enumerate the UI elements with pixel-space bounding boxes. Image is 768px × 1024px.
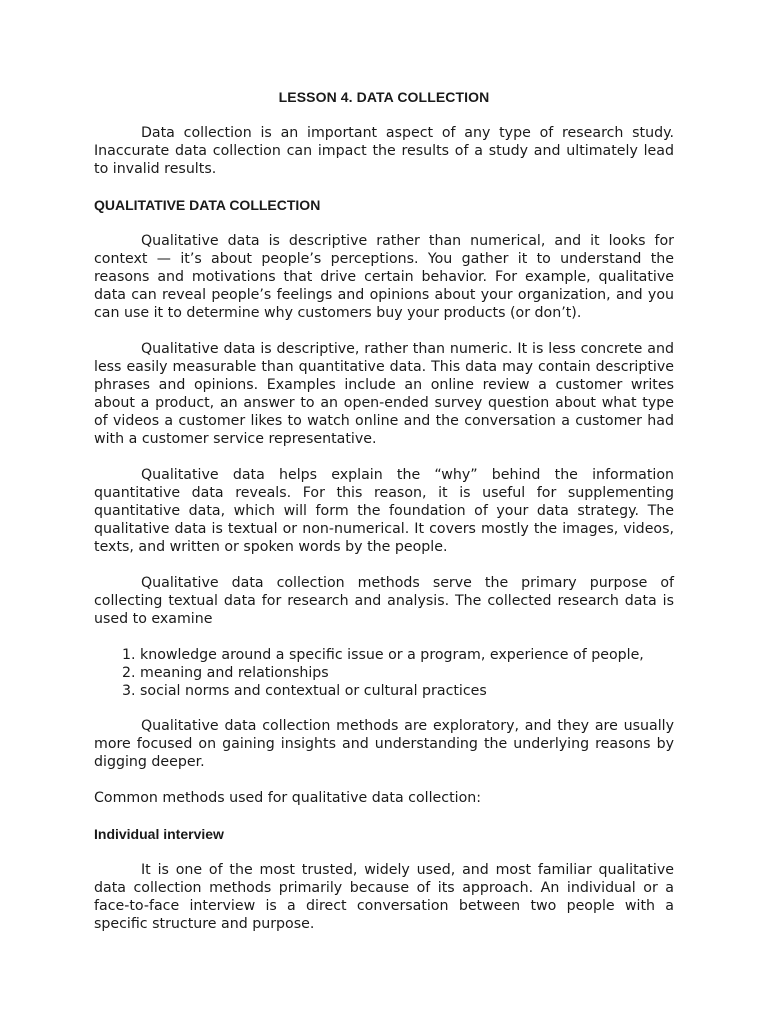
intro-paragraph: Data collection is an important aspect of any type of research study. Inaccurate data collection can impact the results of a study and ultimately lead to invalid results. (94, 125, 674, 177)
after-list-paragraph: Qualitative data collection methods are exploratory, and they are usually more focused on gaining insights and understanding the underlying reasons by digging deeper. (94, 718, 674, 770)
lesson-title: LESSON 4. DATA COLLECTION (278, 89, 490, 105)
methods-intro: Common methods used for qualitative data collection: (94, 790, 482, 806)
list-item: 3. social norms and contextual or cultural practices (140, 682, 674, 700)
paragraph-3: Qualitative data helps explain the “why” behind the information quantitative data reveals. For this reason, it is useful for supplementing quantitative data, which will form the foundation of your data strategy. The qualitative data is textual or non-numerical. It covers mostly the images, videos, texts, and written or spoken words by the people. (94, 467, 674, 555)
paragraph-4: Qualitative data collection methods serve the primary purpose of collecting textual data for research and analysis. The collected research data is used to examine (94, 575, 674, 627)
interview-paragraph: It is one of the most trusted, widely used, and most familiar qualitative data collection methods primarily because of its approach. An individual or a face-to-face interview is a direct conversation between two people with a specific structure and purpose. (94, 862, 674, 932)
list-item: 1. knowledge around a specific issue or a program, experience of people, (140, 646, 674, 664)
list-item: 2. meaning and relationships (140, 664, 674, 682)
paragraph-2: Qualitative data is descriptive, rather than numeric. It is less concrete and less easily measurable than quantitative data. This data may contain descriptive phrases and opinions. Examples include an online review a customer writes about a product, an answer to an open-ended survey question about what type of videos a customer likes to watch online and the conversation a customer had with a customer service representative. (94, 341, 674, 447)
numbered-list (94, 646, 674, 700)
paragraph-1: Qualitative data is descriptive rather than numerical, and it looks for context — it’s about people’s perceptions. You gather it to understand the reasons and motivations that drive certain behavior. For example, qualitative data can reveal people’s feelings and opinions about your organization, and you can use it to determine why customers buy your products (or don’t). (94, 233, 674, 321)
section-heading: QUALITATIVE DATA COLLECTION (94, 197, 321, 213)
subheading-individual-interview: Individual interview (94, 826, 224, 842)
